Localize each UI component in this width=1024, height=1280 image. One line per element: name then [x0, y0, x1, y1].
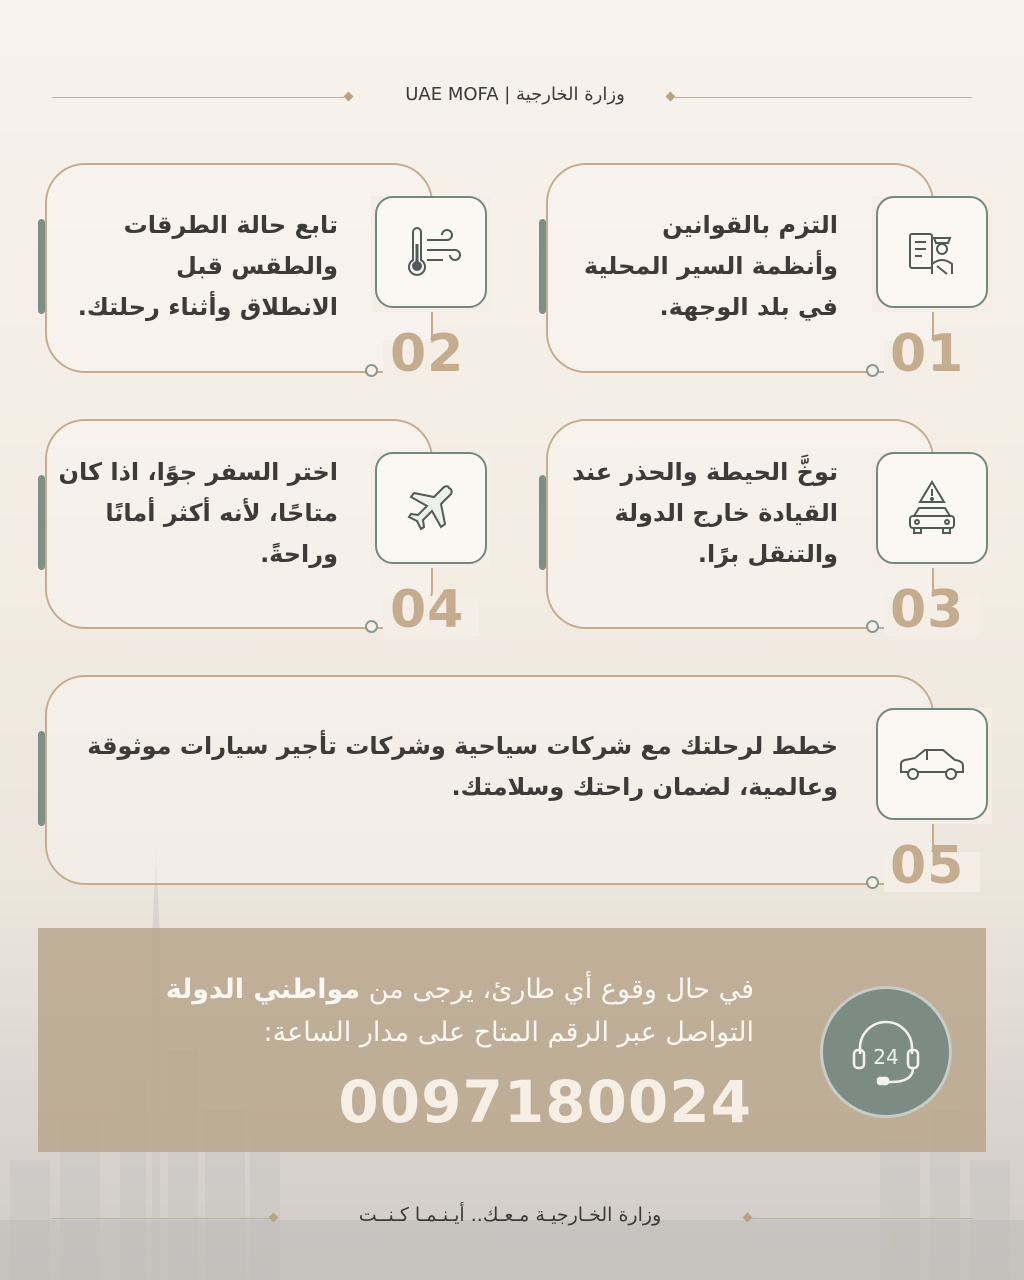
tip-number-05: 05 [890, 836, 965, 896]
tip-01-line-3: في بلد الوجهة. [659, 293, 838, 321]
card-end-dot [365, 620, 378, 633]
icon-box-02 [375, 196, 487, 308]
header-line-left [52, 97, 344, 98]
headset-badge-label: 24 [873, 1045, 899, 1069]
tip-number-02: 02 [390, 324, 465, 384]
emergency-line-1-bold: مواطني الدولة [165, 974, 361, 1005]
tip-number-03: 03 [890, 580, 965, 640]
tip-03-line-1: توخَّ الحيطة والحذر عند [572, 458, 838, 486]
footer-line-right [752, 1218, 972, 1219]
headset-24-icon [846, 1012, 926, 1092]
tip-02-line-3: الانطلاق وأثناء رحلتك. [77, 293, 338, 321]
tip-04-line-3: وراحةً. [260, 540, 338, 568]
tip-01-line-2: وأنظمة السير المحلية [583, 252, 838, 280]
tip-04-line-2: متاحًا، لأنه أكثر أمانًا [105, 499, 338, 527]
tip-02-line-1: تابع حالة الطرقات [123, 211, 338, 239]
headset-24-badge [820, 986, 952, 1118]
icon-box-05 [876, 708, 988, 820]
icon-box-04 [375, 452, 487, 564]
emergency-message [104, 968, 754, 1054]
tip-04-line-1: اختر السفر جوًا، اذا كان [58, 458, 338, 486]
tip-number-01: 01 [890, 324, 965, 384]
emergency-line-1-text: في حال وقوع أي طارئ، يرجى من [360, 974, 754, 1005]
emergency-phone-number[interactable]: 0097180024 [338, 1068, 752, 1136]
card-end-dot [866, 876, 879, 889]
thermometer-wind-icon [401, 224, 461, 280]
emergency-line-2: التواصل عبر الرقم المتاح على مدار الساعة: [263, 1017, 754, 1048]
tip-01-line-1: التزم بالقوانين [662, 211, 838, 239]
icon-box-01 [876, 196, 988, 308]
card-end-dot [866, 364, 879, 377]
car-icon [897, 744, 967, 784]
tip-05-line-2: وعالمية، لضمان راحتك وسلامتك. [451, 773, 838, 801]
tip-text-05 [78, 726, 838, 808]
card-tab [38, 731, 45, 826]
header-diamond-left [344, 92, 354, 102]
tip-text-03 [538, 452, 838, 575]
header-title: وزارة الخارجية | UAE MOFA [405, 84, 625, 105]
tip-02-line-2: والطقس قبل [175, 252, 338, 280]
traffic-officer-icon [904, 224, 960, 280]
tip-03-line-2: القيادة خارج الدولة [614, 499, 838, 527]
icon-box-03 [876, 452, 988, 564]
header-line-right [675, 97, 972, 98]
card-end-dot [365, 364, 378, 377]
footer-slogan: وزارة الخـارجيـة مـعـك.. أيـنـمـا كـنــت [358, 1204, 662, 1226]
tip-03-line-3: والتنقل برًا. [697, 540, 838, 568]
header-diamond-right [666, 92, 676, 102]
footer-line-left [52, 1218, 270, 1219]
emergency-line-1 [104, 968, 754, 1011]
tip-text-01 [538, 205, 838, 328]
car-warning-icon [902, 478, 962, 538]
card-end-dot [866, 620, 879, 633]
airplane-icon [403, 480, 459, 536]
tip-05-line-1: خطط لرحلتك مع شركات سياحية وشركات تأجير سيارات موثوقة [87, 732, 838, 760]
tip-text-04 [38, 452, 338, 575]
tip-number-04: 04 [390, 580, 465, 640]
tip-text-02 [38, 205, 338, 328]
